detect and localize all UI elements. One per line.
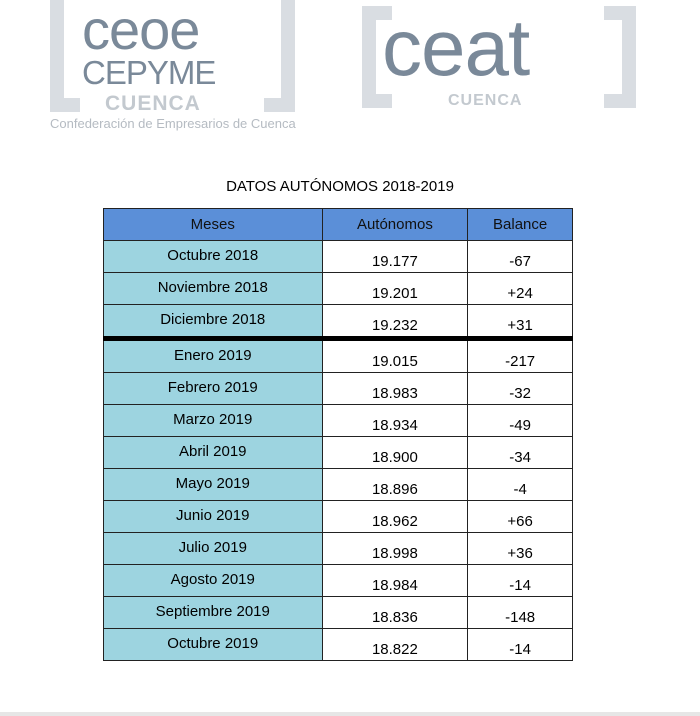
balance-cell: -4	[468, 469, 573, 501]
table-row	[104, 405, 573, 437]
autonomos-cell: 19.232	[322, 305, 468, 339]
balance-cell: -32	[468, 373, 573, 405]
table-row	[104, 339, 573, 373]
table-row	[104, 565, 573, 597]
balance-cell: -148	[468, 597, 573, 629]
month-cell: Octubre 2018	[104, 241, 323, 273]
autonomos-cell: 18.962	[322, 501, 468, 533]
balance-cell: -67	[468, 241, 573, 273]
logo-ceoe-text: ceoe	[82, 0, 200, 61]
autonomos-cell: 18.998	[322, 533, 468, 565]
autonomos-cell: 18.984	[322, 565, 468, 597]
month-cell: Marzo 2019	[104, 405, 323, 437]
balance-cell: -217	[468, 339, 573, 373]
month-cell: Mayo 2019	[104, 469, 323, 501]
table-row	[104, 305, 573, 339]
autonomos-table	[103, 208, 573, 661]
balance-cell: +36	[468, 533, 573, 565]
logo-right-city: CUENCA	[448, 92, 523, 109]
header-meses: Meses	[104, 209, 323, 241]
autonomos-cell: 18.900	[322, 437, 468, 469]
table-header-row	[104, 209, 573, 241]
header-balance: Balance	[468, 209, 573, 241]
table-row	[104, 273, 573, 305]
logo-cepyme-text: CEPYME	[82, 54, 216, 91]
month-cell: Septiembre 2019	[104, 597, 323, 629]
month-cell: Abril 2019	[104, 437, 323, 469]
month-cell: Julio 2019	[104, 533, 323, 565]
month-cell: Noviembre 2018	[104, 273, 323, 305]
balance-cell: +66	[468, 501, 573, 533]
logo-tagline: Confederación de Empresarios de Cuenca	[50, 116, 296, 131]
table-row	[104, 629, 573, 661]
autonomos-cell: 18.934	[322, 405, 468, 437]
autonomos-cell: 18.896	[322, 469, 468, 501]
autonomos-cell: 18.836	[322, 597, 468, 629]
table-row	[104, 597, 573, 629]
table-row	[104, 501, 573, 533]
month-cell: Junio 2019	[104, 501, 323, 533]
month-cell: Enero 2019	[104, 339, 323, 373]
footer-divider	[0, 712, 700, 716]
month-cell: Agosto 2019	[104, 565, 323, 597]
autonomos-cell: 18.983	[322, 373, 468, 405]
month-cell: Febrero 2019	[104, 373, 323, 405]
table-row	[104, 533, 573, 565]
month-cell: Octubre 2019	[104, 629, 323, 661]
table-row	[104, 469, 573, 501]
logo-ceat-text: ceat	[382, 3, 530, 92]
autonomos-cell: 19.177	[322, 241, 468, 273]
balance-cell: -49	[468, 405, 573, 437]
page-title: DATOS AUTÓNOMOS 2018-2019	[226, 178, 454, 195]
balance-cell: -34	[468, 437, 573, 469]
month-cell: Diciembre 2018	[104, 305, 323, 339]
balance-cell: +24	[468, 273, 573, 305]
header-autonomos: Autónomos	[322, 209, 468, 241]
table-row	[104, 373, 573, 405]
autonomos-cell: 18.822	[322, 629, 468, 661]
balance-cell: +31	[468, 305, 573, 339]
balance-cell: -14	[468, 565, 573, 597]
table-row	[104, 437, 573, 469]
balance-cell: -14	[468, 629, 573, 661]
autonomos-cell: 19.201	[322, 273, 468, 305]
logo-left-city: CUENCA	[105, 92, 201, 115]
table-row	[104, 241, 573, 273]
autonomos-cell: 19.015	[322, 339, 468, 373]
